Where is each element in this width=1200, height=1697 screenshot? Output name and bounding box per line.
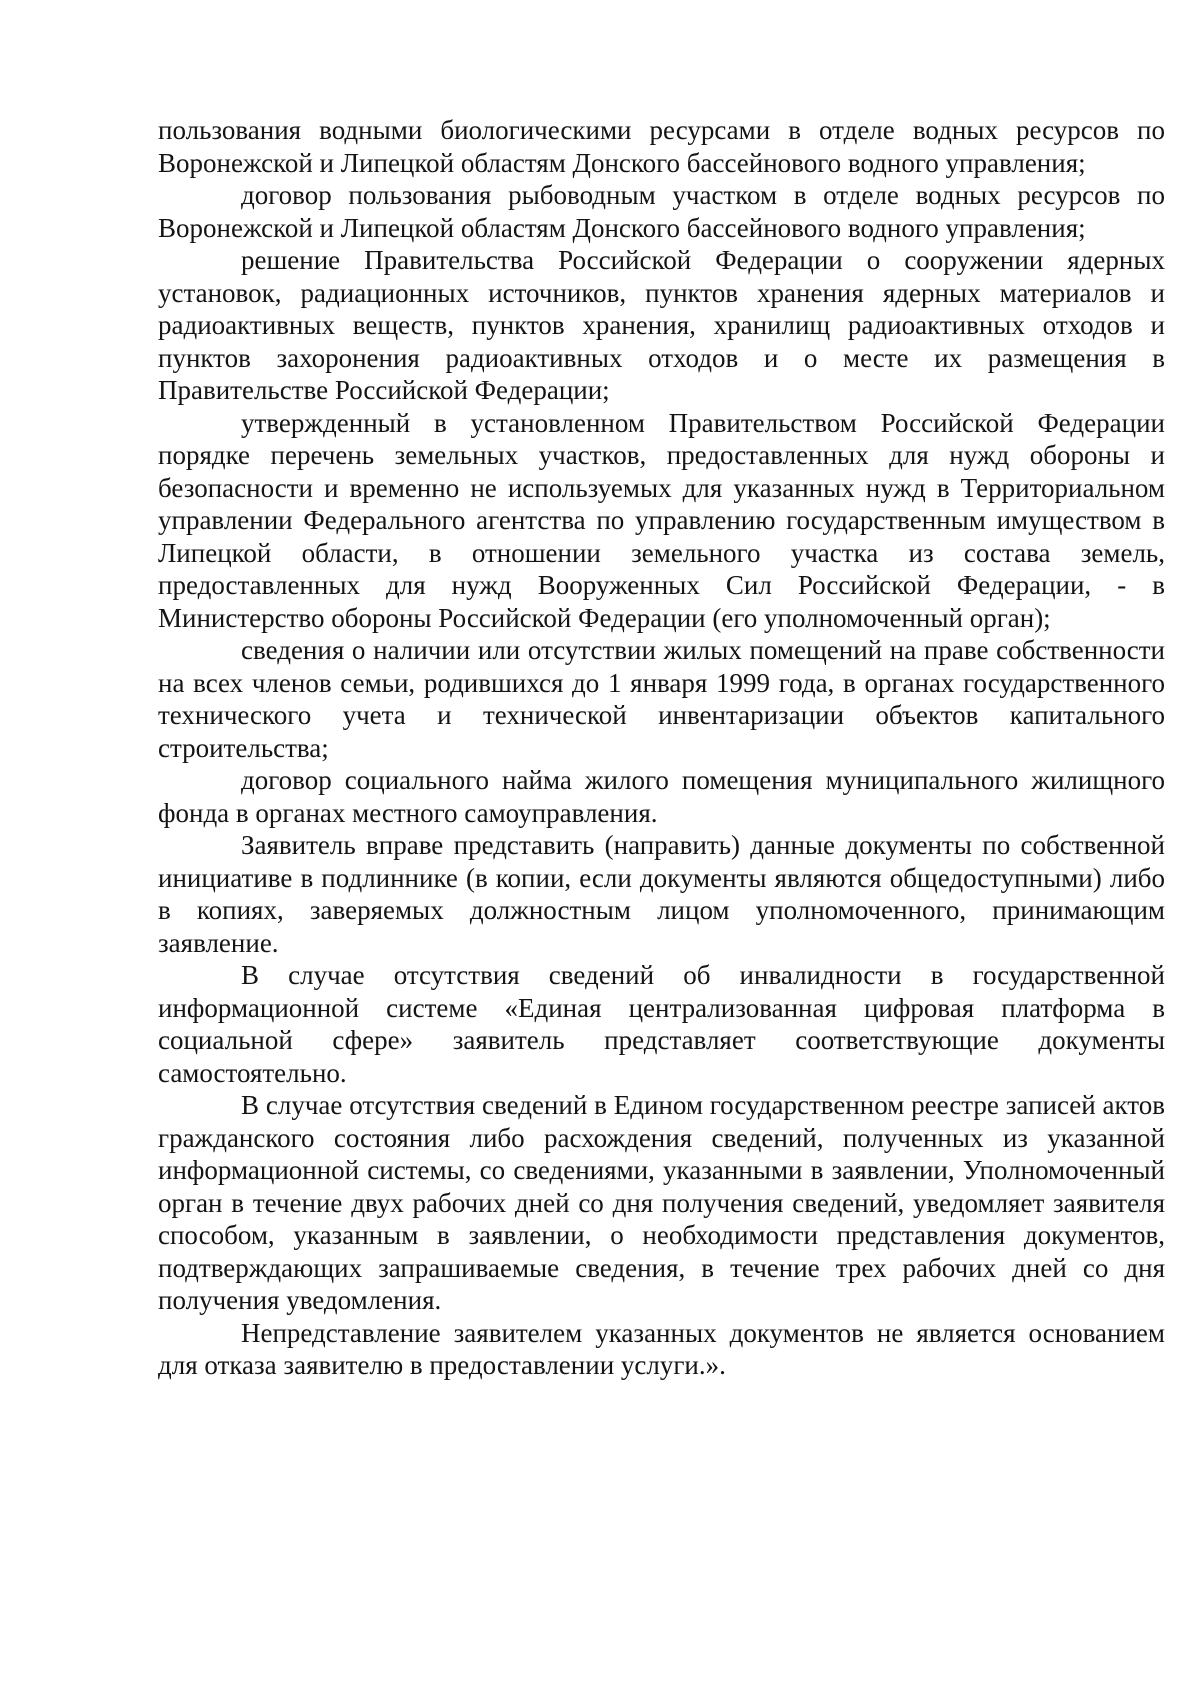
paragraph-civil-registry: В случае отсутствия сведений в Едином государственном реестре записей актов гражданского состояния либо расхождения сведений, полученных из указанной информационной системы, со сведениями, указанными в заявлении, Уполномоченный орган в течение двух рабочих дней со дня получения сведений, уведомляет заявителя способом, указанным в заявлении, о необходимости представления документов, подтверждающих запрашиваемые сведения, в течение трех рабочих дней со дня получения уведомления. (158, 1090, 1165, 1315)
paragraph-fish-farming-contract: договор пользования рыбоводным участком в отделе водных ресурсов по Воронежской и Липецкой областям Донского бассейнового водного управления; (158, 180, 1165, 243)
paragraph-social-rent-contract: договор социального найма жилого помещения муниципального жилищного фонда в органах местного самоуправления. (158, 765, 1165, 828)
paragraph-housing-ownership-info: сведения о наличии или отсутствии жилых помещений на праве собственности на всех членов семьи, родившихся до 1 января 1999 года, в органах государственного технического учета и технической инвентаризации объектов капитального строительства; (158, 635, 1165, 763)
paragraph-continuation: пользования водными биологическими ресурсами в отделе водных ресурсов по Воронежской и Липецкой областям Донского бассейнового водного управления; (158, 115, 1165, 178)
paragraph-defense-land-list: утвержденный в установленном Правительством Российской Федерации порядке перечень земельных участков, предоставленных для нужд обороны и безопасности и временно не используемых для указанных нужд в Территориальном управлении Федерального агентства по управлению государственным имуществом в Липецкой области, в отношении земельного участка из состава земель, предоставленных для нужд Вооруженных Сил Российской Федерации, - в Министерство обороны Российской Федерации (его уполномоченный орган); (158, 407, 1165, 633)
document-body (158, 114, 1165, 1382)
paragraph-disability-info: В случае отсутствия сведений об инвалидности в государственной информационной системе «Единая централизованная цифровая платформа в социальной сфере» заявитель представляет соответствующие документы самостоятельно. (158, 960, 1165, 1088)
paragraph-applicant-right: Заявитель вправе представить (направить) данные документы по собственной инициативе в подлиннике (в копии, если документы являются общедоступными) либо в копиях, заверяемых должностным лицом уполномоченного, принимающим заявление. (158, 830, 1165, 958)
paragraph-government-nuclear-decision: решение Правительства Российской Федерации о сооружении ядерных установок, радиационных источников, пунктов хранения ядерных материалов и радиоактивных веществ, пунктов хранения, хранилищ радиоактивных отходов и пунктов захоронения радиоактивных отходов и о месте их размещения в Правительстве Российской Федерации; (158, 245, 1165, 405)
paragraph-non-submission: Непредставление заявителем указанных документов не является основанием для отказа заявителю в предоставлении услуги.». (158, 1317, 1165, 1380)
